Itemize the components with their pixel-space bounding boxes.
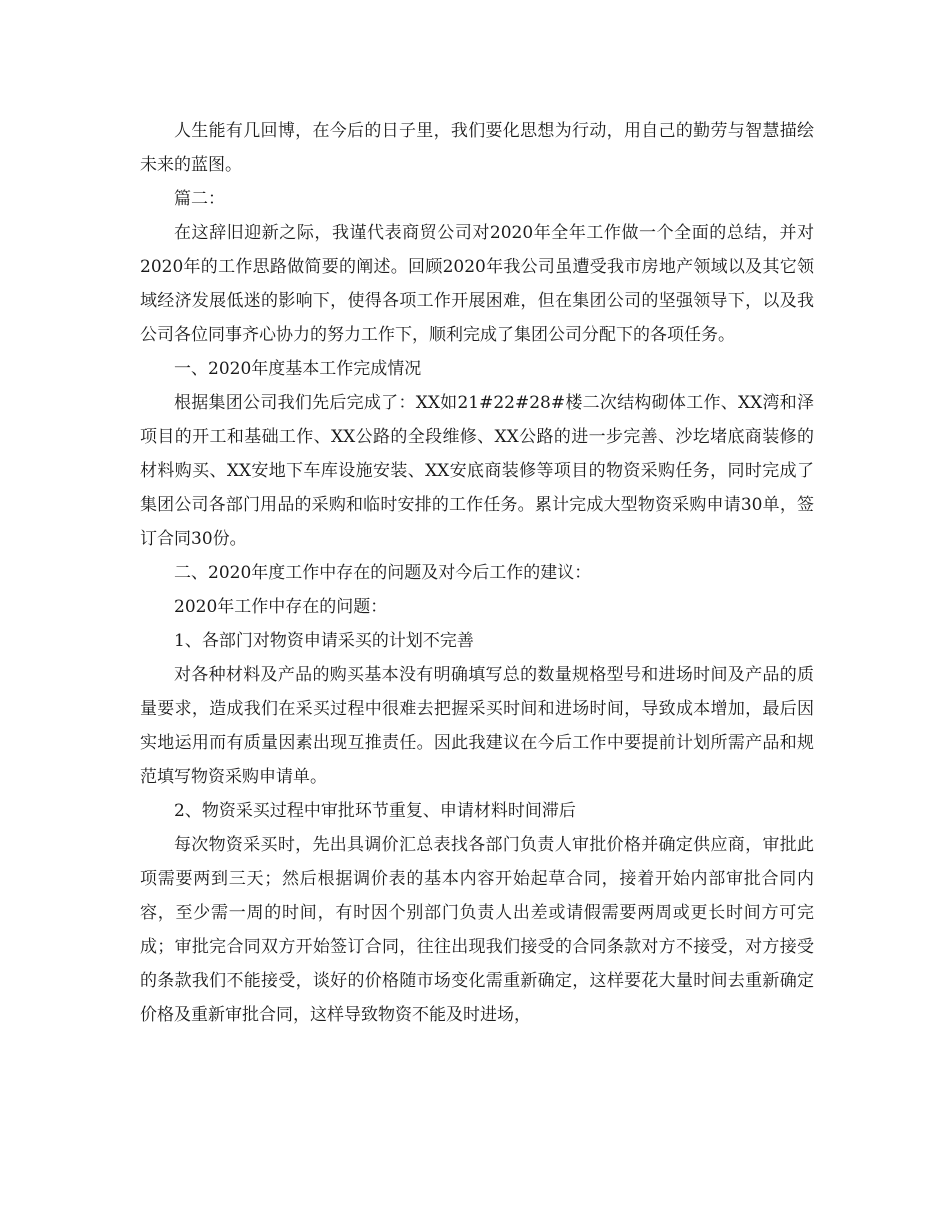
section-heading: 篇二： xyxy=(174,189,225,209)
paragraph: 在这辞旧迎新之际，我谨代表商贸公司对2020年全年工作做一个全面的总结，并对2020年的工作思路做简要的阐述。回顾2020年我公司虽遭受我市房地产领域以及其它领域经济发展低迷的影响下，使得各项工作开展困难，但在集团公司的坚强领导下，以及我公司各位同事齐心协力的努力工作下，顺利完成了集团公司分配下的各项任务。 xyxy=(140,223,814,345)
paragraph: 根据集团公司我们先后完成了：XX如21#22#28#楼二次结构砌体工作、XX湾和泽项目的开工和基础工作、XX公路的全段维修、XX公路的进一步完善、沙圪堵底商装修的材料购买、XX安地下车库设施安装、XX安底商装修等项目的物资采购任务，同时完成了集团公司各部门用品的采购和临时安排的工作任务。累计完成大型物资采购申请30单，签订合同30份。 xyxy=(140,393,814,549)
paragraph: 每次物资采买时，先出具调价汇总表找各部门负责人审批价格并确定供应商，审批此项需要两到三天；然后根据调价表的基本内容开始起草合同，接着开始内部审批合同内容，至少需一周的时间，有时因个别部门负责人出差或请假需要两周或更长时间方可完成；审批完合同双方开始签订合同，往往出现我们接受的合同条款对方不接受，对方接受的条款我们不能接受，谈好的价格随市场变化需重新确定，这样要花大量时间去重新确定价格及重新审批合同，这样导致物资不能及时进场， xyxy=(140,835,814,1025)
subheading: 2、物资采买过程中审批环节重复、申请材料时间滞后 xyxy=(174,801,576,821)
paragraph: 对各种材料及产品的购买基本没有明确填写总的数量规格型号和进场时间及产品的质量要求，造成我们在采买过程中很难去把握采买时间和进场时间，导致成本增加，最后因实地运用而有质量因素出现互推责任。因此我建议在今后工作中要提前计划所需产品和规范填写物资采购申请单。 xyxy=(140,665,814,787)
section-heading: 一、2020年度基本工作完成情况 xyxy=(174,359,422,379)
paragraph: 人生能有几回博，在今后的日子里，我们要化思想为行动，用自己的勤劳与智慧描绘未来的蓝图。 xyxy=(140,121,814,175)
document-body xyxy=(140,114,814,1032)
subheading: 2020年工作中存在的问题： xyxy=(174,597,388,617)
subheading: 1、各部门对物资申请采买的计划不完善 xyxy=(174,631,474,651)
section-heading: 二、2020年度工作中存在的问题及对今后工作的建议： xyxy=(174,563,592,583)
